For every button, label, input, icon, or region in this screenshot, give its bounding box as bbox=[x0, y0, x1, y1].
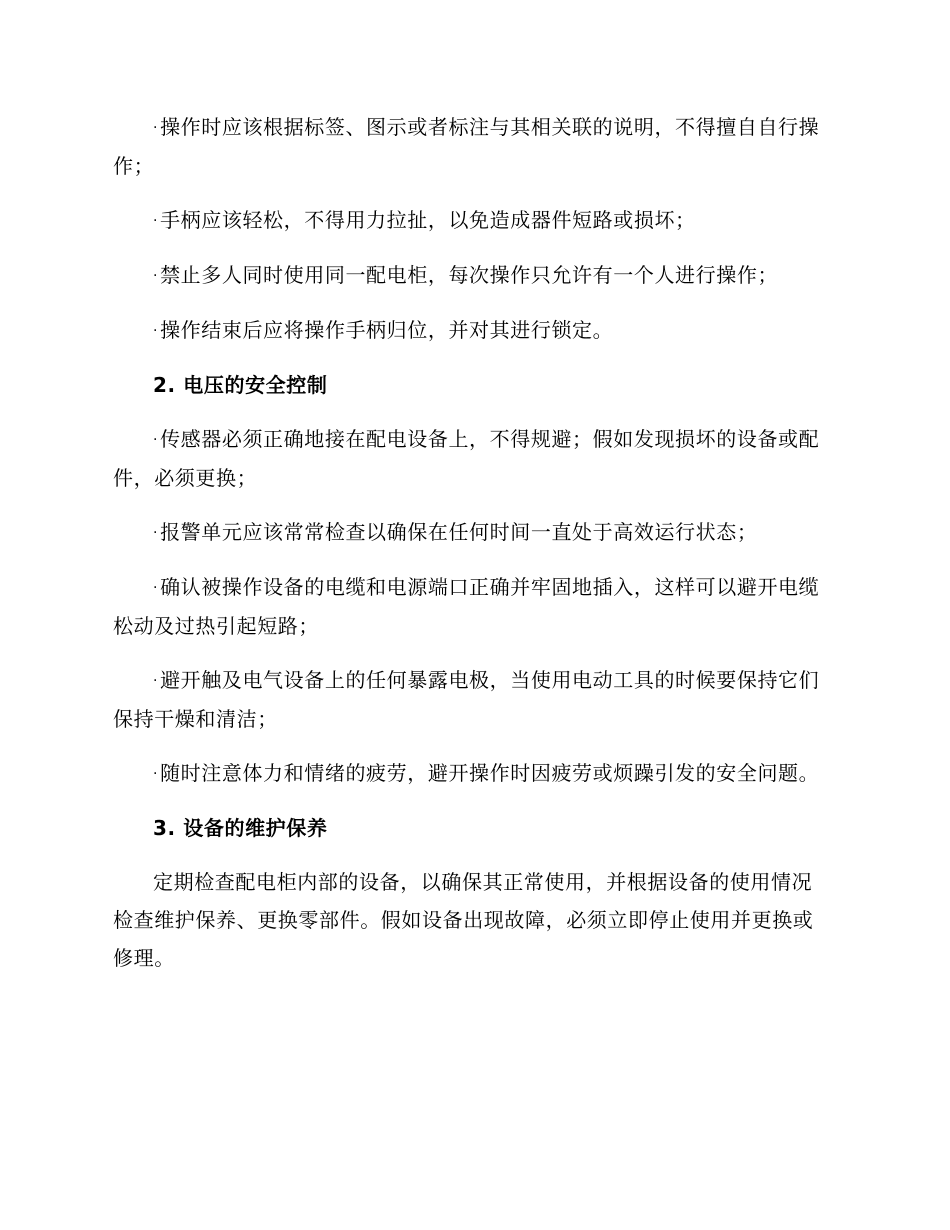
bullet-icon: · bbox=[153, 673, 159, 689]
list-item-text: 随时注意体力和情绪的疲劳，避开操作时因疲劳或烦躁引发的安全问题。 bbox=[160, 761, 820, 785]
bullet-icon: · bbox=[153, 525, 159, 541]
list-item-text: 传感器必须正确地接在配电设备上，不得规避；假如发现损坏的设备或配件，必须更换； bbox=[113, 427, 820, 490]
bullet-icon: · bbox=[153, 432, 159, 448]
list-item-text: 禁止多人同时使用同一配电柜，每次操作只允许有一个人进行操作； bbox=[160, 263, 779, 287]
bullet-icon: · bbox=[153, 120, 159, 136]
list-item bbox=[113, 201, 828, 240]
bullet-icon: · bbox=[153, 766, 159, 782]
list-item bbox=[113, 513, 828, 552]
list-item bbox=[113, 661, 828, 738]
list-item-text: 操作结束后应将操作手柄归位，并对其进行锁定。 bbox=[160, 318, 614, 342]
bullet-icon: · bbox=[153, 323, 159, 339]
list-item-text: 报警单元应该常常检查以确保在任何时间一直处于高效运行状态； bbox=[160, 520, 758, 544]
list-item bbox=[113, 754, 828, 793]
body-paragraph: 定期检查配电柜内部的设备，以确保其正常使用，并根据设备的使用情况检查维护保养、更换零部件。假如设备出现故障，必须立即停止使用并更换或修理。 bbox=[113, 870, 814, 970]
list-item-text: 避开触及电气设备上的任何暴露电极，当使用电动工具的时候要保持它们保持干燥和清洁； bbox=[113, 668, 820, 731]
list-item-text: 确认被操作设备的电缆和电源端口正确并牢固地插入，这样可以避开电缆松动及过热引起短路； bbox=[113, 575, 820, 638]
section-heading-equipment-maintenance: 3. 设备的维护保养 bbox=[153, 816, 328, 840]
bullet-icon: · bbox=[153, 580, 159, 596]
list-item bbox=[113, 568, 828, 645]
bullet-icon: · bbox=[153, 213, 159, 229]
section-heading-voltage-safety: 2. 电压的安全控制 bbox=[153, 373, 328, 397]
list-item-text: 操作时应该根据标签、图示或者标注与其相关联的说明，不得擅自自行操作； bbox=[113, 115, 820, 178]
list-item-text: 手柄应该轻松，不得用力拉扯，以免造成器件短路或损坏； bbox=[160, 208, 696, 232]
list-item bbox=[113, 256, 828, 295]
document-body bbox=[113, 108, 828, 993]
list-item bbox=[113, 311, 828, 350]
list-item bbox=[113, 108, 828, 185]
list-item bbox=[113, 420, 828, 497]
bullet-icon: · bbox=[153, 268, 159, 284]
